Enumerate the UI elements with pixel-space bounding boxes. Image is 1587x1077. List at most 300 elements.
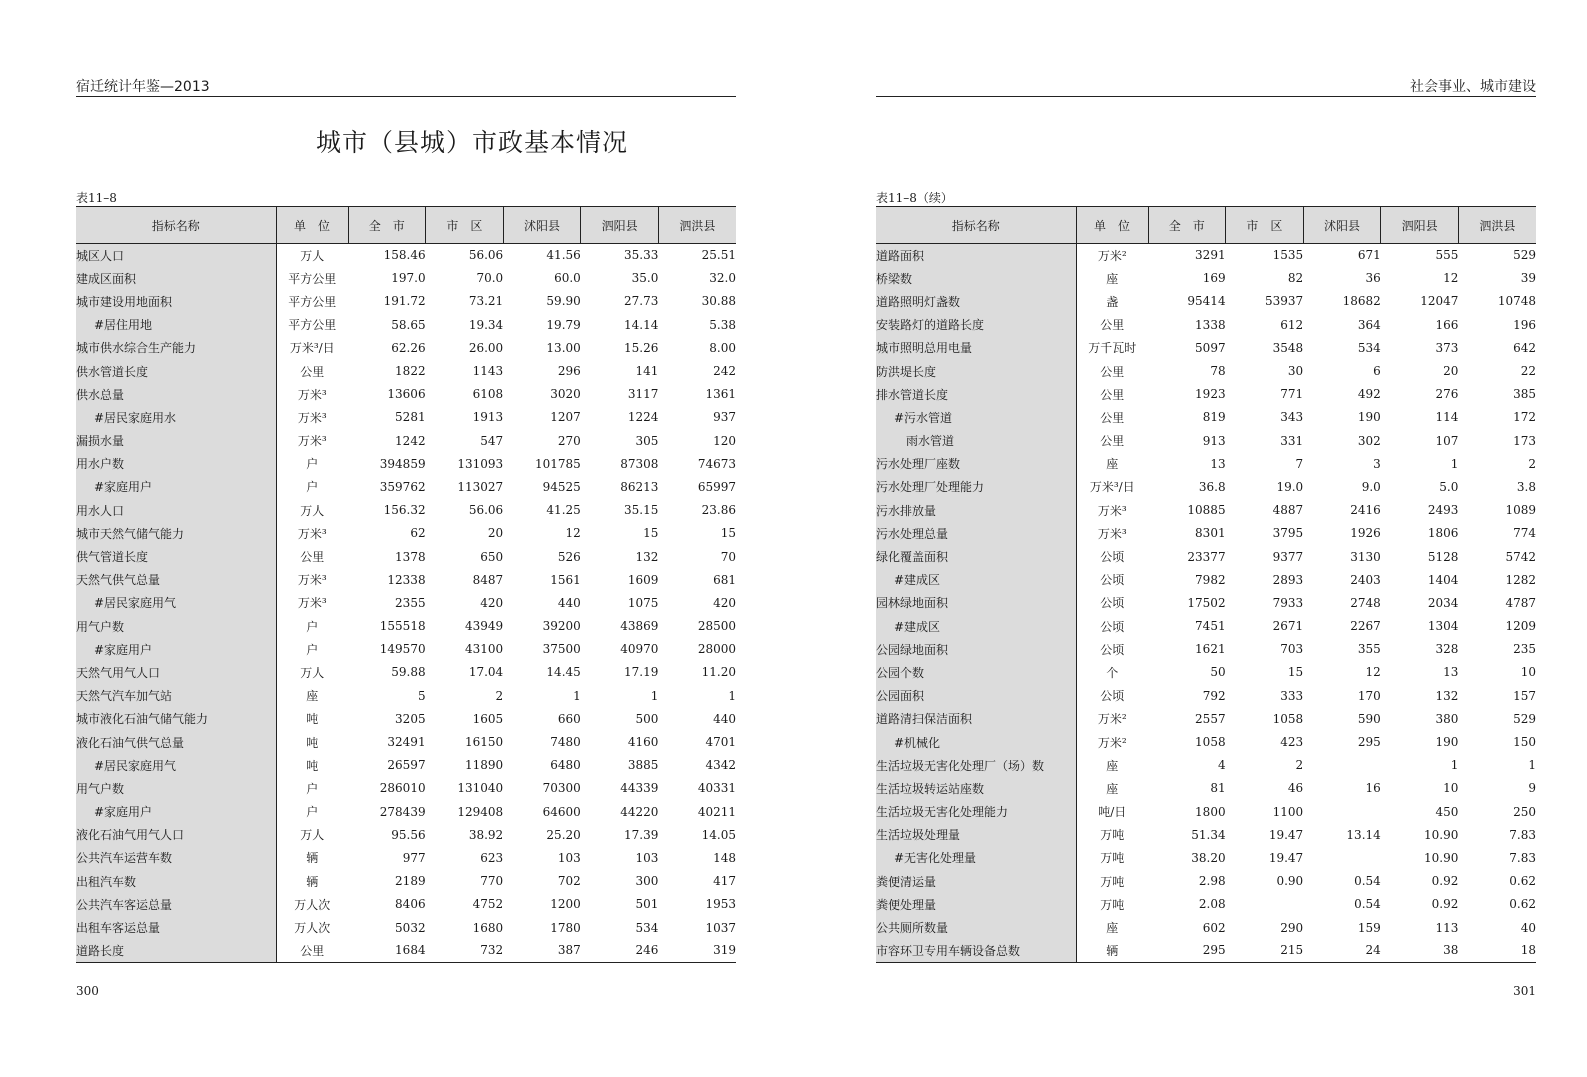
value-cell: 158.46 (383, 248, 426, 263)
value-cell: 149570 (379, 642, 426, 657)
value-cell: 6108 (472, 387, 504, 402)
table-row (876, 823, 1536, 846)
value-cell: 1913 (472, 410, 504, 425)
table-row (76, 336, 736, 359)
value-cell: 1089 (1505, 503, 1536, 518)
value-cell: 14.05 (701, 827, 736, 842)
value-cell: 32491 (387, 735, 426, 750)
value-cell: 5.38 (709, 317, 736, 332)
value-cell (1303, 800, 1381, 823)
header-siyang: 泗阳县 (581, 207, 659, 244)
indicator-name: 建成区面积 (76, 267, 276, 290)
value-cell: 1143 (472, 364, 504, 379)
value-cell: 1207 (550, 410, 581, 425)
indicator-name: 公共厕所数量 (876, 916, 1076, 939)
value-cell: 101785 (534, 456, 581, 471)
indicator-name: #家庭用户 (76, 475, 276, 498)
indicator-name: 城市天然气储气能力 (76, 522, 276, 545)
value-cell: 94525 (542, 479, 581, 494)
value-cell: 114 (1435, 410, 1459, 425)
header-sihong: 泗洪县 (658, 207, 736, 244)
value-cell: 913 (1202, 433, 1226, 448)
value-cell: 12338 (387, 572, 426, 587)
table-row (76, 638, 736, 661)
value-cell: 191.72 (383, 294, 426, 309)
value-cell: 0.54 (1354, 897, 1381, 912)
header-indicator: 指标名称 (76, 207, 276, 244)
value-cell: 1605 (472, 711, 504, 726)
header-shuyang: 沭阳县 (503, 207, 581, 244)
unit-cell: 万吨 (1100, 851, 1125, 866)
value-cell: 38 (1381, 939, 1459, 962)
value-cell: 1058 (1195, 735, 1226, 750)
value-cell: 10885 (1187, 503, 1226, 518)
value-cell: 2748 (1350, 595, 1381, 610)
value-cell: 50 (1210, 665, 1226, 680)
unit-cell: 公顷 (1100, 573, 1125, 588)
value-cell: 1378 (395, 549, 426, 564)
value-cell (1303, 754, 1381, 777)
value-cell: 7982 (1195, 572, 1226, 587)
value-cell: 120 (713, 433, 736, 448)
table-row (876, 475, 1536, 498)
value-cell: 6480 (550, 758, 581, 773)
table-row (76, 777, 736, 800)
value-cell: 2.08 (1198, 897, 1226, 912)
value-cell: 51.34 (1191, 827, 1226, 842)
table-row (876, 638, 1536, 661)
value-cell: 19.0 (1276, 479, 1304, 494)
value-cell: 423 (1280, 735, 1304, 750)
value-cell: 333 (1280, 688, 1304, 703)
table-row (76, 707, 736, 730)
value-cell: 555 (1435, 248, 1459, 263)
value-cell: 23377 (1187, 549, 1226, 564)
table-row (876, 244, 1536, 267)
value-cell: 3 (1373, 456, 1381, 471)
value-cell: 129408 (457, 804, 504, 819)
unit-cell: 平方公里 (288, 318, 337, 333)
unit-cell: 辆 (306, 851, 319, 866)
value-cell: 0.92 (1431, 874, 1459, 889)
value-cell: 41.25 (546, 503, 581, 518)
value-cell: 190 (1435, 735, 1459, 750)
value-cell: 500 (635, 711, 659, 726)
value-cell: 286010 (379, 781, 426, 796)
indicator-name: #居民家庭用气 (76, 754, 276, 777)
table-row (876, 336, 1536, 359)
table-row (876, 893, 1536, 916)
table-row (876, 359, 1536, 382)
value-cell: 7 (1295, 456, 1304, 471)
value-cell: 534 (635, 920, 659, 935)
unit-cell: 公里 (276, 939, 348, 962)
indicator-name: 排水管道长度 (876, 383, 1076, 406)
value-cell: 1684 (348, 939, 426, 962)
table-row (76, 893, 736, 916)
value-cell: 0.90 (1276, 874, 1304, 889)
value-cell: 56.06 (468, 503, 504, 518)
unit-cell: 吨 (306, 735, 319, 750)
value-cell: 95.56 (391, 827, 426, 842)
value-cell: 612 (1280, 317, 1304, 332)
unit-cell: 公顷 (1100, 619, 1125, 634)
value-cell: 59.90 (546, 294, 581, 309)
indicator-name: 道路照明灯盏数 (876, 290, 1076, 313)
value-cell: 3130 (1350, 549, 1381, 564)
unit-cell: 户 (306, 781, 319, 796)
indicator-name: 防洪堤长度 (876, 359, 1076, 382)
value-cell: 702 (557, 874, 581, 889)
table-row (876, 615, 1536, 638)
value-cell: 10.90 (1424, 850, 1459, 865)
table-row (76, 870, 736, 893)
table-header-row (76, 207, 736, 244)
value-cell: 771 (1280, 387, 1304, 402)
unit-cell: 吨 (306, 758, 319, 773)
value-cell: 36 (1365, 271, 1381, 286)
table-row (76, 290, 736, 313)
value-cell: 385 (1513, 387, 1536, 402)
value-cell: 1304 (1427, 619, 1459, 634)
indicator-name: 道路长度 (76, 939, 276, 962)
value-cell: 30 (1287, 364, 1304, 379)
value-cell: 13 (1210, 456, 1226, 471)
table-row (76, 522, 736, 545)
value-cell: 2416 (1350, 503, 1381, 518)
value-cell: 15 (643, 526, 659, 541)
value-cell: 4752 (472, 897, 504, 912)
indicator-name: 污水排放量 (876, 499, 1076, 522)
indicator-name: 供气管道长度 (76, 545, 276, 568)
value-cell: 103 (635, 850, 659, 865)
indicator-name: #建成区 (876, 568, 1076, 591)
value-cell: 82 (1287, 271, 1304, 286)
value-cell: 166 (1435, 317, 1459, 332)
value-cell: 26597 (387, 758, 426, 773)
section-title: 社会事业、城市建设 (1410, 79, 1536, 95)
indicator-name: 生活垃圾转运站座数 (876, 777, 1076, 800)
value-cell: 355 (1357, 642, 1381, 657)
indicator-name: #无害化处理量 (876, 846, 1076, 869)
value-cell: 529 (1513, 248, 1536, 263)
value-cell: 10 (1443, 781, 1459, 796)
value-cell: 13606 (387, 387, 426, 402)
value-cell: 7451 (1195, 619, 1226, 634)
unit-cell: 公里 (300, 364, 325, 379)
value-cell: 43869 (620, 619, 659, 634)
value-cell: 246 (581, 939, 659, 962)
value-cell: 4342 (705, 758, 736, 773)
value-cell: 2189 (395, 874, 426, 889)
table-body-right (876, 244, 1536, 963)
value-cell: 26.00 (468, 340, 504, 355)
unit-cell: 万人次 (294, 897, 331, 912)
value-cell: 0.54 (1354, 874, 1381, 889)
value-cell: 819 (1202, 410, 1226, 425)
unit-cell: 万米² (1097, 248, 1127, 263)
value-cell: 2 (1295, 758, 1304, 773)
value-cell: 19.79 (546, 317, 581, 332)
value-cell: 148 (713, 850, 736, 865)
value-cell: 196 (1513, 317, 1536, 332)
value-cell: 43100 (465, 642, 504, 657)
unit-cell: 户 (306, 480, 319, 495)
table-row (76, 568, 736, 591)
value-cell: 2403 (1350, 572, 1381, 587)
value-cell: 1535 (1272, 248, 1304, 263)
table-row (876, 290, 1536, 313)
right-page (876, 0, 1536, 1077)
value-cell: 305 (635, 433, 659, 448)
unit-cell: 万米³ (297, 434, 327, 449)
value-cell: 1 (573, 688, 581, 703)
table-row (876, 684, 1536, 707)
table-row (76, 244, 736, 267)
value-cell: 1806 (1427, 526, 1459, 541)
unit-cell: 户 (306, 642, 319, 657)
indicator-name: 公共汽车客运总量 (76, 893, 276, 916)
unit-cell: 公顷 (1100, 689, 1125, 704)
value-cell: 387 (503, 939, 581, 962)
value-cell: 150 (1513, 735, 1536, 750)
value-cell: 3291 (1195, 248, 1226, 263)
value-cell: 302 (1357, 433, 1381, 448)
value-cell: 131093 (457, 456, 504, 471)
header-city-district: 市 区 (426, 207, 504, 244)
unit-cell: 个 (1106, 665, 1119, 680)
value-cell: 2355 (395, 595, 426, 610)
value-cell: 44220 (620, 804, 659, 819)
value-cell: 16 (1365, 781, 1381, 796)
table-row (876, 406, 1536, 429)
table-row (876, 429, 1536, 452)
value-cell: 23.86 (701, 503, 736, 518)
indicator-name: 绿化覆盖面积 (876, 545, 1076, 568)
value-cell: 2.98 (1198, 874, 1226, 889)
indicator-name: 用气户数 (76, 777, 276, 800)
value-cell: 1075 (627, 595, 659, 610)
value-cell: 60.0 (554, 271, 581, 286)
table-row (76, 267, 736, 290)
unit-cell: 吨/日 (1098, 805, 1127, 820)
indicator-name: 公园绿地面积 (876, 638, 1076, 661)
unit-cell: 万千瓦时 (1088, 341, 1137, 356)
value-cell: 5097 (1195, 340, 1226, 355)
indicator-name: #污水管道 (876, 406, 1076, 429)
indicator-name: 城区人口 (76, 244, 276, 267)
value-cell: 8.00 (709, 340, 736, 355)
table-row (76, 359, 736, 382)
value-cell: 242 (713, 364, 736, 379)
value-cell: 2493 (1427, 503, 1459, 518)
value-cell: 2893 (1272, 572, 1304, 587)
value-cell: 39200 (542, 619, 581, 634)
unit-cell: 万人 (300, 248, 325, 263)
value-cell: 11.20 (701, 665, 736, 680)
value-cell: 623 (480, 850, 504, 865)
value-cell: 5032 (395, 920, 426, 935)
table-row (876, 591, 1536, 614)
value-cell: 774 (1513, 526, 1536, 541)
value-cell: 155518 (379, 619, 426, 634)
value-cell: 5742 (1505, 549, 1536, 564)
value-cell: 4701 (705, 735, 736, 750)
value-cell: 4887 (1272, 503, 1304, 518)
value-cell: 1680 (472, 920, 504, 935)
indicator-name: 用气户数 (76, 615, 276, 638)
unit-cell: 万人 (300, 503, 325, 518)
value-cell: 17.04 (468, 665, 504, 680)
value-cell: 36.8 (1198, 479, 1226, 494)
municipal-table-right (876, 206, 1536, 963)
table-row (76, 754, 736, 777)
value-cell: 13.00 (546, 340, 581, 355)
value-cell: 190 (1357, 410, 1381, 425)
value-cell: 19.47 (1268, 850, 1304, 865)
indicator-name: 用水人口 (76, 499, 276, 522)
unit-cell: 公里 (1100, 434, 1125, 449)
value-cell: 295 (1148, 939, 1226, 962)
indicator-name: 城市建设用地面积 (76, 290, 276, 313)
value-cell (1303, 846, 1381, 869)
value-cell: 1100 (1272, 804, 1304, 819)
value-cell: 5 (417, 688, 426, 703)
value-cell: 5281 (395, 410, 426, 425)
value-cell: 38.92 (468, 827, 504, 842)
indicator-name: 粪便清运量 (876, 870, 1076, 893)
unit-cell: 座 (306, 689, 319, 704)
value-cell: 9377 (1272, 549, 1304, 564)
value-cell: 43949 (465, 619, 504, 634)
unit-cell: 万吨 (1100, 897, 1125, 912)
table-row (876, 730, 1536, 753)
value-cell: 131040 (457, 781, 504, 796)
unit-cell: 万米³/日 (289, 341, 335, 356)
table-row (876, 383, 1536, 406)
value-cell: 602 (1202, 920, 1226, 935)
indicator-name: #家庭用户 (76, 800, 276, 823)
value-cell: 173 (1513, 433, 1536, 448)
value-cell: 492 (1357, 387, 1381, 402)
value-cell: 6 (1373, 364, 1381, 379)
indicator-name: 天然气汽车加气站 (76, 684, 276, 707)
value-cell: 3795 (1272, 526, 1304, 541)
unit-cell: 万吨 (1100, 874, 1125, 889)
unit-cell: 座 (1106, 457, 1119, 472)
table-row (76, 684, 736, 707)
page-title: 城市（县城）市政基本情况 (315, 128, 628, 157)
table-row (876, 545, 1536, 568)
value-cell: 1282 (1505, 572, 1536, 587)
value-cell: 250 (1513, 804, 1536, 819)
table-row (876, 916, 1536, 939)
indicator-name: 道路面积 (876, 244, 1076, 267)
indicator-name: #机械化 (876, 730, 1076, 753)
value-cell: 159 (1357, 920, 1381, 935)
value-cell: 5.0 (1439, 479, 1459, 494)
value-cell: 12 (1365, 665, 1381, 680)
indicator-name: 用水户数 (76, 452, 276, 475)
value-cell: 14.14 (624, 317, 659, 332)
unit-cell: 万米² (1097, 735, 1127, 750)
value-cell: 2 (495, 688, 504, 703)
value-cell: 0.62 (1509, 874, 1536, 889)
unit-cell: 户 (306, 457, 319, 472)
value-cell: 9 (1528, 781, 1536, 796)
unit-cell: 座 (1106, 781, 1119, 796)
indicator-name: 天然气供气总量 (76, 568, 276, 591)
value-cell: 270 (557, 433, 581, 448)
value-cell: 770 (480, 874, 504, 889)
value-cell: 331 (1280, 433, 1304, 448)
value-cell: 1037 (705, 920, 736, 935)
value-cell: 39 (1520, 271, 1536, 286)
value-cell: 2557 (1195, 711, 1226, 726)
value-cell: 62.26 (391, 340, 426, 355)
value-cell: 70300 (542, 781, 581, 796)
unit-cell: 座 (1106, 921, 1119, 936)
value-cell: 1923 (1195, 387, 1226, 402)
value-cell: 215 (1226, 939, 1304, 962)
table-row (876, 939, 1536, 962)
value-cell: 4 (1217, 758, 1226, 773)
table-number: 表11–8 (76, 191, 117, 205)
value-cell: 86213 (620, 479, 659, 494)
value-cell: 25.51 (701, 248, 736, 263)
value-cell: 20 (1443, 364, 1459, 379)
value-cell: 650 (480, 549, 504, 564)
value-cell: 30.88 (701, 294, 736, 309)
value-cell: 3548 (1272, 340, 1304, 355)
indicator-name: #建成区 (876, 615, 1076, 638)
indicator-name: 粪便处理量 (876, 893, 1076, 916)
value-cell: 13.14 (1346, 827, 1381, 842)
value-cell: 70.0 (476, 271, 504, 286)
indicator-name: 园林绿地面积 (876, 591, 1076, 614)
unit-cell: 公顷 (1100, 550, 1125, 565)
value-cell: 95414 (1187, 294, 1226, 309)
unit-cell: 公里 (1100, 387, 1125, 402)
value-cell: 1 (650, 688, 659, 703)
unit-cell: 座 (1106, 758, 1119, 773)
unit-cell: 万米² (1097, 712, 1127, 727)
value-cell: 1 (1450, 456, 1459, 471)
table-row (76, 846, 736, 869)
unit-cell: 万人 (300, 828, 325, 843)
indicator-name: #家庭用户 (76, 638, 276, 661)
unit-cell: 公顷 (1100, 596, 1125, 611)
unit-cell: 万米³ (297, 573, 327, 588)
value-cell: 40211 (697, 804, 736, 819)
unit-cell: 万人次 (294, 921, 331, 936)
value-cell: 937 (713, 410, 736, 425)
indicator-name: 供水管道长度 (76, 359, 276, 382)
value-cell: 17502 (1187, 595, 1226, 610)
value-cell: 1200 (550, 897, 581, 912)
unit-cell: 万米³/日 (1089, 480, 1135, 495)
table-row (876, 777, 1536, 800)
indicator-name: 天然气用气人口 (76, 661, 276, 684)
value-cell: 450 (1435, 804, 1459, 819)
value-cell: 1209 (1505, 619, 1536, 634)
indicator-name: 出租汽车数 (76, 870, 276, 893)
table-row (876, 568, 1536, 591)
running-head-right (876, 74, 1536, 97)
header-unit: 单 位 (1076, 207, 1148, 244)
table-row (876, 846, 1536, 869)
value-cell: 28000 (697, 642, 736, 657)
